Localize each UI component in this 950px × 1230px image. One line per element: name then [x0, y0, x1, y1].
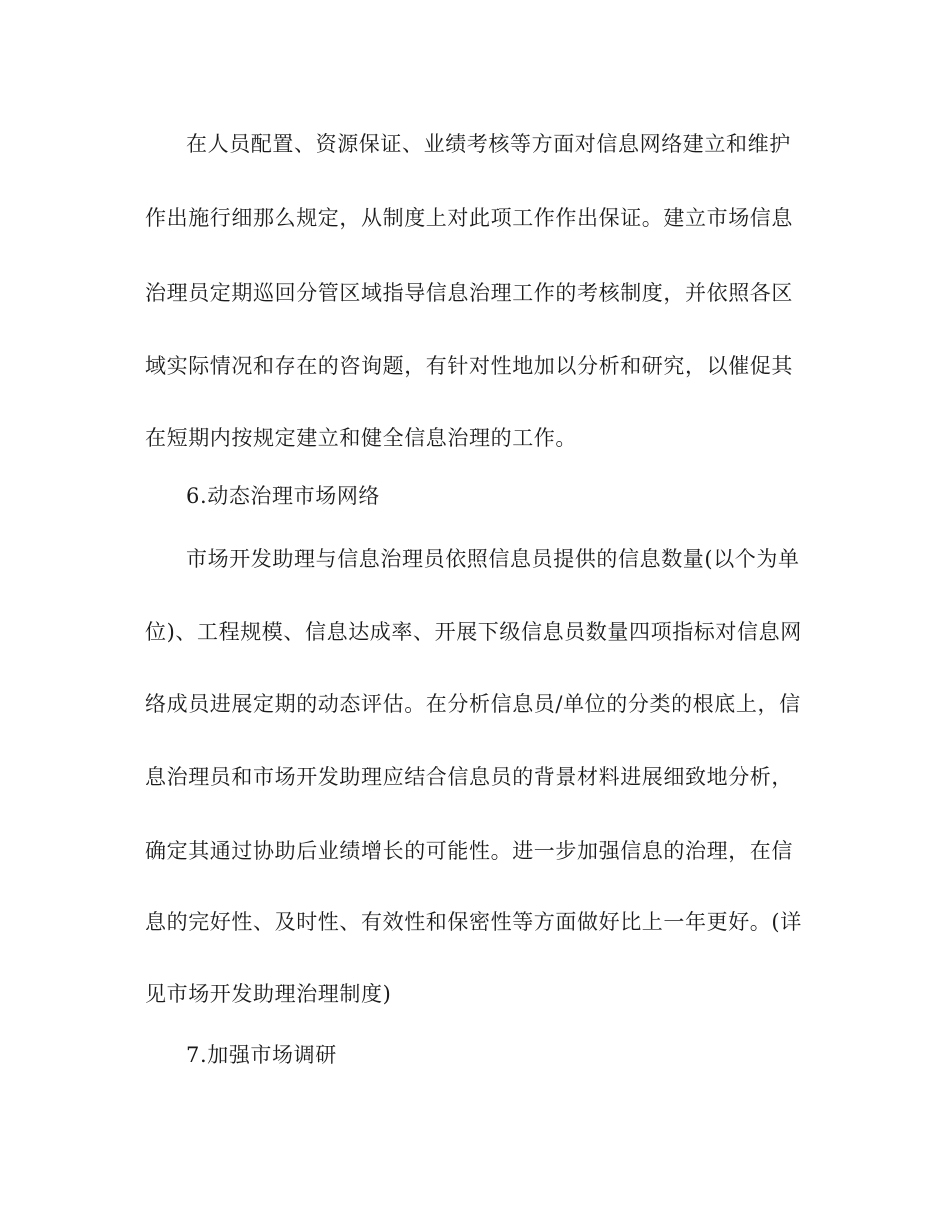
- paragraph-line: 在短期内按规定建立和健全信息治理的工作。: [145, 426, 577, 450]
- paragraph-line: 确定其通过协助后业绩增长的可能性。进一步加强信息的治理，在信: [145, 839, 793, 863]
- paragraph-line: 息的完好性、及时性、有效性和保密性等方面做好比上一年更好。(详: [145, 910, 802, 934]
- paragraph-line: 位)、工程规模、信息达成率、开展下级信息员数量四项指标对信息网: [145, 620, 802, 644]
- paragraph-line: 作出施行细那么规定，从制度上对此项工作作出保证。建立市场信息: [145, 206, 793, 230]
- paragraph-line: 在人员配置、资源保证、业绩考核等方面对信息网络建立和维护: [186, 132, 791, 156]
- paragraph-line: 治理员定期巡回分管区域指导信息治理工作的考核制度，并依照各区: [145, 281, 793, 305]
- paragraph-line: 络成员进展定期的动态评估。在分析信息员/单位的分类的根底上，信: [145, 692, 801, 716]
- section-heading: 7.加强市场调研: [186, 1043, 337, 1067]
- paragraph-line: 息治理员和市场开发助理应结合信息员的背景材料进展细致地分析，: [145, 765, 793, 789]
- section-heading: 6.动态治理市场网络: [186, 484, 381, 508]
- paragraph-line: 见市场开发助理治理制度): [145, 982, 392, 1006]
- paragraph-line: 市场开发助理与信息治理员依照信息员提供的信息数量(以个为单: [186, 547, 800, 571]
- paragraph-line: 域实际情况和存在的咨询题，有针对性地加以分析和研究，以催促其: [145, 354, 793, 378]
